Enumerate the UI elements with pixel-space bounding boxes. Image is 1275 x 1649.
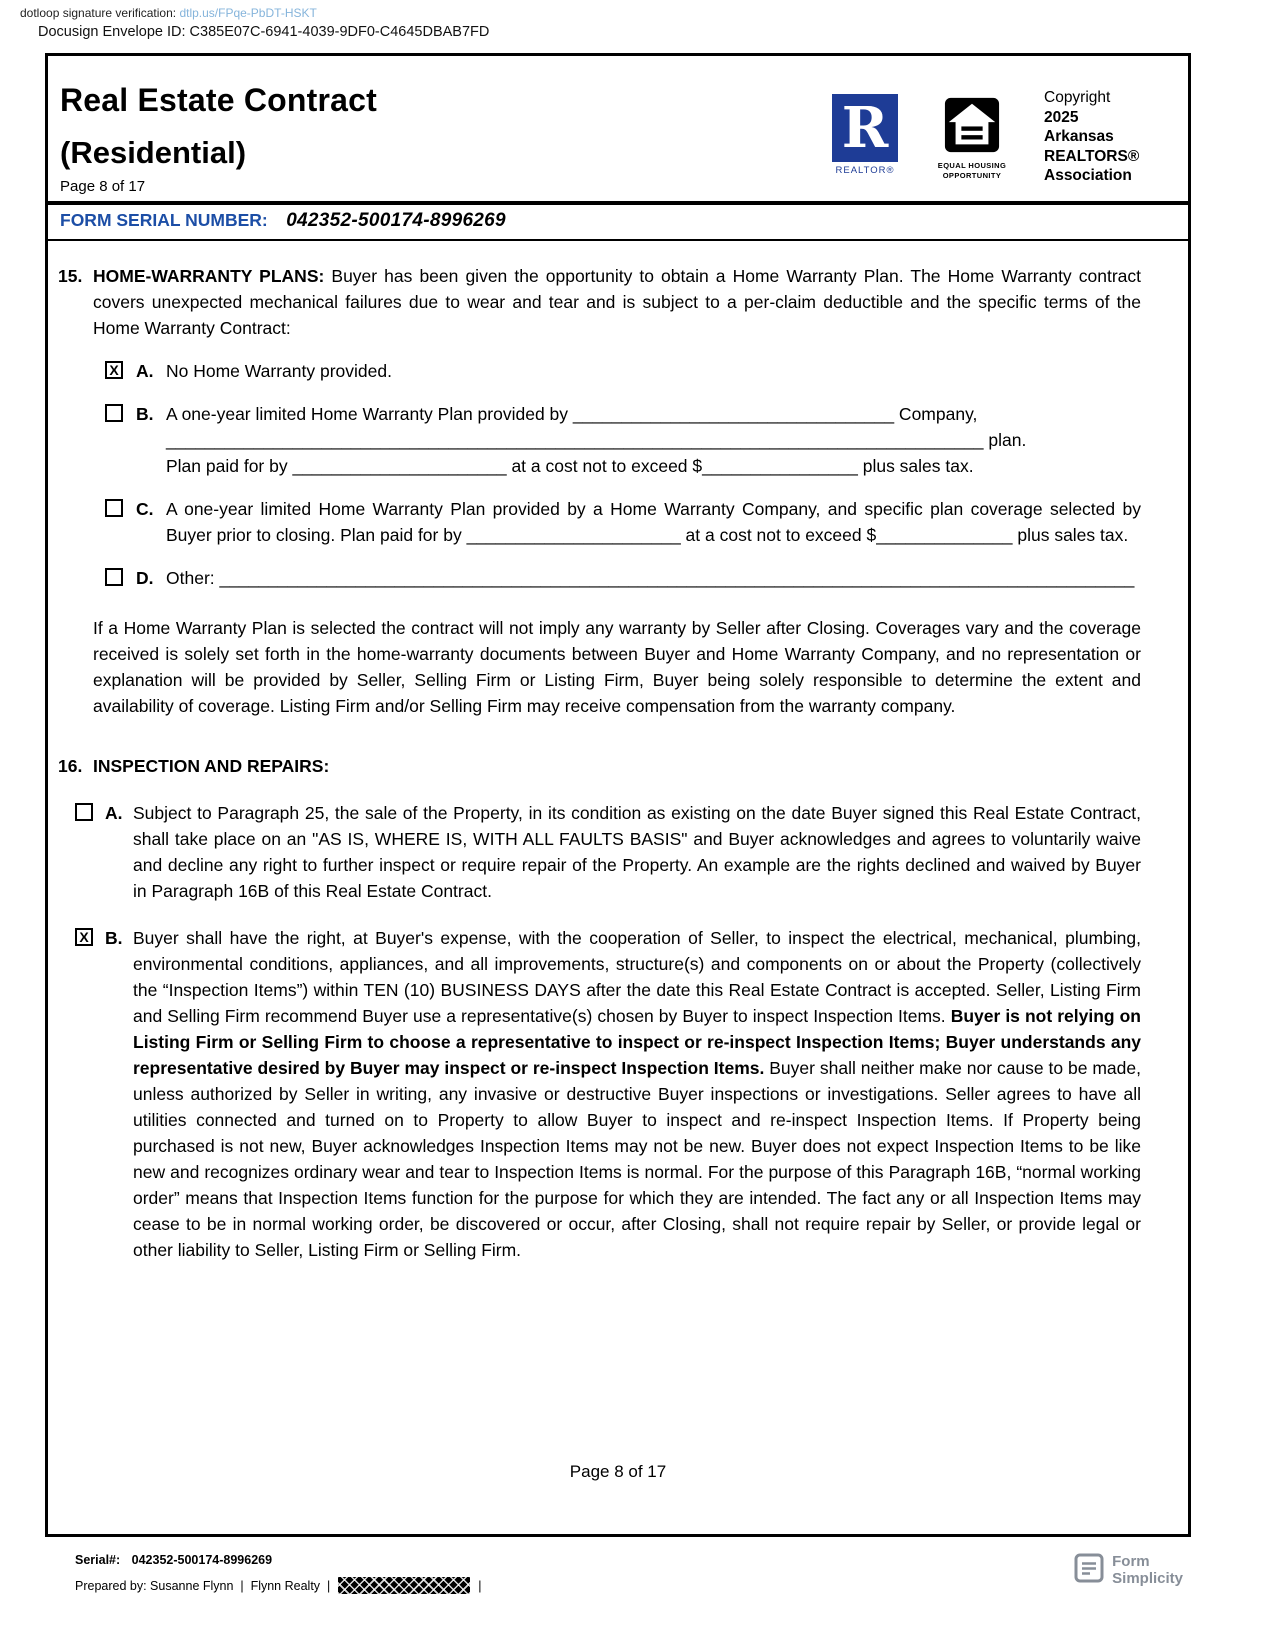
form-simplicity-logo (1074, 1553, 1183, 1587)
prepared-by-line (75, 1577, 481, 1594)
title-block (60, 82, 828, 195)
footer-page-number: Page 8 of 17 (569, 1462, 667, 1481)
form-simplicity-icon (1074, 1553, 1104, 1583)
option-16b-part1: Buyer shall have the right, at Buyer's expense, with the cooperation of Seller, to inspect the electrical, mechanical, plumbing, environmental conditions, appliances, and all improvements, structure(s) and components on or about the Property (collectively the “Inspection Items”) within TEN (10) BUSINESS DAYS after the date this Real Estate Contract is accepted. Seller, Listing Firm and Selling Firm recommend Buyer use a representative(s) chosen by Buyer to inspect Inspection Items. (133, 928, 1141, 1026)
section-16-number: 16. (58, 756, 83, 776)
copyright-org-2: Association (1044, 167, 1132, 184)
checkbox-15b[interactable] (105, 404, 123, 422)
docusign-envelope-id: Docusign Envelope ID: C385E07C-6941-4039-9DF0-C4645DBAB7FD (38, 24, 490, 40)
checkbox-16a[interactable] (75, 803, 93, 821)
equal-housing-logo (926, 96, 1018, 195)
option-15b-line1: A one-year limited Home Warranty Plan provided by _________________________________ Company, (166, 404, 978, 424)
dotloop-verification-line (0, 0, 1275, 20)
option-16b-part3: Buyer shall neither make nor cause to be made, unless authorized by Seller in writing, any invasive or destructive Buyer inspections or investigations. Seller agrees to have all utilities connected and turned on to Property to allow Buyer to inspect and re-inspect Inspection Items. If Property being purchased is not new, Buyer acknowledges Inspection Items may not be new. Buyer does not expect Inspection Items to be like new and recognizes ordinary wear and tear to Inspection Items is normal. For the purpose of this Paragraph 16B, “normal working order” means that Inspection Items function for the purpose for which they are intended. The fact any or all Inspection Items may cease to be in normal working order, be discovered or occur, after Closing, shall not require repair by Seller, or provide legal or other liability to Seller, Listing Firm or Selling Firm. (133, 1058, 1141, 1260)
bottom-serial-value: 042352-500174-8996269 (131, 1553, 273, 1567)
document-subtitle: (Residential) (60, 135, 247, 170)
form-serial-value: 042352-500174-8996269 (286, 210, 506, 231)
checkbox-15d[interactable] (105, 568, 123, 586)
option-16b-bold: Buyer is not relying on Listing Firm or Selling Firm to choose a representative to inspect or re-inspect Inspection Items; Buyer understands any representative desired by Buyer may inspect or re-inspect Inspection Items. (133, 1006, 1141, 1078)
option-15b-line3: Plan paid for by ______________________ at a cost not to exceed $________________ plus sales tax. (166, 456, 974, 476)
document-title: Real Estate Contract (60, 82, 377, 118)
copyright-state: Arkansas (1044, 128, 1114, 145)
section-15-heading: HOME-WARRANTY PLANS: (93, 266, 325, 286)
copyright-block (1044, 88, 1154, 195)
equal-housing-caption: EQUAL HOUSING OPPORTUNITY (937, 161, 1007, 181)
document-body (48, 241, 1188, 1263)
page-bottom-meta (0, 1537, 1275, 1594)
section-15 (58, 263, 1141, 341)
dotloop-verification-link[interactable]: dtlp.us/FPqe-PbDT-HSKT (179, 6, 317, 20)
equal-housing-icon (943, 96, 1001, 154)
dotloop-verification-label: dotloop signature verification: (20, 6, 180, 20)
option-15b-letter: B. (136, 404, 154, 424)
bottom-serial-label: Serial#: (75, 1553, 121, 1567)
checkbox-15a[interactable]: X (105, 361, 123, 379)
option-15a-text: No Home Warranty provided. (166, 361, 392, 381)
section-15-disclaimer: If a Home Warranty Plan is selected the contract will not imply any warranty by Seller after Closing. Coverages vary and the coverage received is solely set forth in the home-warranty documents between Buyer and Home Warranty Company, and no representation or explanation will be provided by Seller, Selling Firm or Listing Firm, Buyer being solely responsible to determine the extent and availability of coverage. Listing Firm and/or Selling Firm may receive compensation from the warranty company. (93, 618, 1141, 716)
form-serial-bar (48, 201, 1188, 241)
option-16a (75, 800, 1141, 904)
option-15d-letter: D. (136, 568, 154, 588)
section-16-heading: INSPECTION AND REPAIRS: (93, 756, 330, 776)
section-16 (58, 753, 1141, 779)
realtor-logo-caption: REALTOR® (835, 165, 895, 176)
realtor-logo (828, 94, 902, 195)
contract-page (45, 53, 1191, 1537)
option-16a-letter: A. (105, 803, 123, 823)
option-15c-letter: C. (136, 499, 154, 519)
bottom-serial-line (75, 1553, 481, 1567)
prepared-trailing-bar: | (478, 1578, 482, 1593)
realtor-r-icon: R (832, 94, 898, 162)
copyright-word: Copyright (1044, 89, 1111, 106)
option-15a-letter: A. (136, 361, 154, 381)
section-15-number: 15. (58, 266, 83, 286)
form-serial-label: FORM SERIAL NUMBER: (60, 210, 268, 230)
section-15-intro: HOME-WARRANTY PLANS: Buyer has been given the opportunity to obtain a Home Warranty Plan. The Home Warranty contract covers unexpected mechanical failures due to wear and tear and is subject to a per-claim deductible and the specific terms of the Home Warranty Contract: (93, 266, 1141, 338)
copyright-year: 2025 (1044, 108, 1079, 126)
checkbox-15c[interactable] (105, 499, 123, 517)
option-15c (105, 496, 1141, 548)
option-15d-text: Other: ______________________________________________________________________________________________ (166, 568, 1135, 588)
option-16b-letter: B. (105, 928, 123, 948)
section-16-heading-wrap (93, 753, 1141, 779)
form-simplicity-text: Form Simplicity (1112, 1553, 1183, 1587)
document-header (48, 56, 1188, 201)
checkbox-16b[interactable]: X (75, 928, 93, 946)
bottom-left-meta (75, 1553, 481, 1594)
option-16b (75, 925, 1141, 1263)
option-16a-text: Subject to Paragraph 25, the sale of the Property, in its condition as existing on the date Buyer signed this Real Estate Contract, shall take place on an "AS IS, WHERE IS, WITH ALL FAULTS BASIS" and Buyer acknowledges and agrees to voluntarily waive and decline any right to further inspect or require repair of the Property. An example are the rights declined and waived by Buyer in Paragraph 16B of this Real Estate Contract. (133, 803, 1141, 901)
option-15a (105, 358, 1141, 384)
option-15b-text (166, 401, 1141, 479)
option-15b (105, 401, 1141, 479)
copyright-org-1: REALTORS® (1044, 147, 1140, 165)
redaction-box (338, 1577, 470, 1594)
option-15d (105, 565, 1141, 591)
header-page-number: Page 8 of 17 (60, 178, 146, 195)
option-16b-text (133, 925, 1141, 1263)
option-15b-line2: ____________________________________________________________________________________ plan. (166, 430, 1027, 450)
prepared-by-text: Prepared by: Susanne Flynn | Flynn Realty | (75, 1578, 331, 1593)
option-15c-text: A one-year limited Home Warranty Plan provided by a Home Warranty Company, and specific plan coverage selected by Buyer prior to closing. Plan paid for by ______________________ at a cost not to exceed $______________ plus sales tax. (166, 499, 1141, 545)
